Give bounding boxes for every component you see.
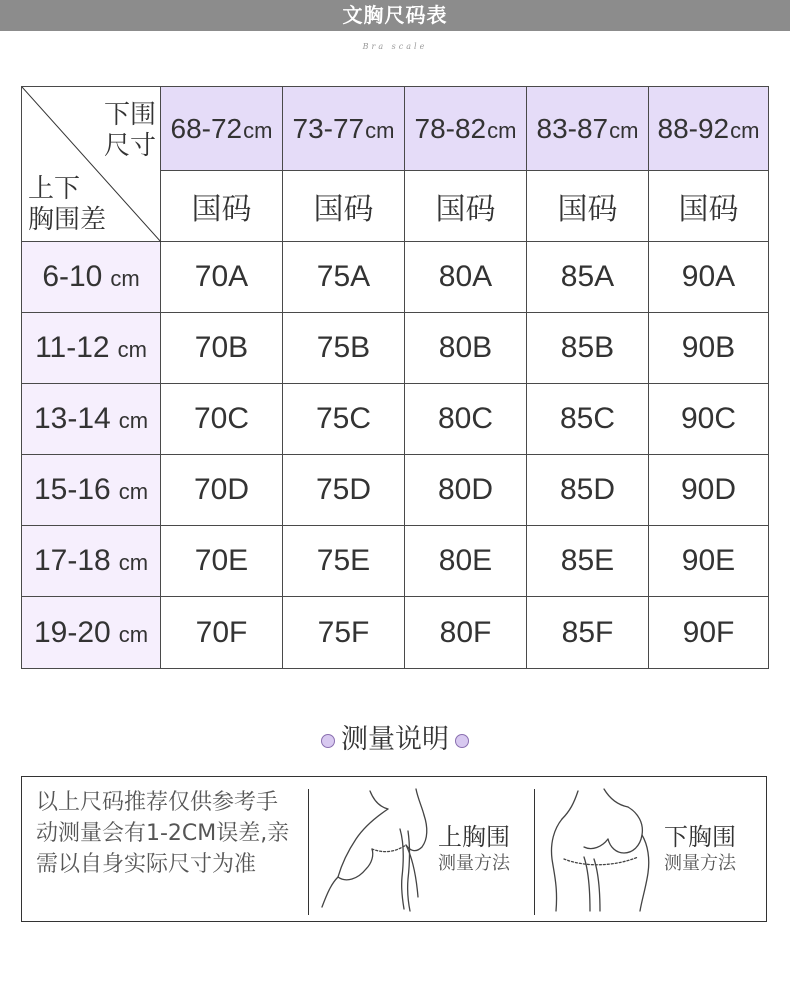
size-cell: 75E xyxy=(283,526,405,597)
underbust-range: 88-92 xyxy=(657,112,730,144)
corner-header-difference xyxy=(28,173,106,235)
bullet-dot-icon xyxy=(321,734,335,748)
underbust-range: 78-82 xyxy=(414,112,487,144)
size-cell: 80D xyxy=(405,455,527,526)
size-cell: 70D xyxy=(161,455,283,526)
unit-label: cm xyxy=(243,117,273,143)
national-size-header: 国码 xyxy=(161,171,283,242)
upper-bust-label xyxy=(438,823,510,877)
underbust-header-cell xyxy=(405,87,527,171)
unit-label: cm xyxy=(487,117,517,143)
size-cell: 80A xyxy=(405,242,527,313)
upper-bust-figure-icon xyxy=(318,787,438,913)
bust-difference-value: 17-18 xyxy=(33,544,111,577)
size-cell: 75C xyxy=(283,384,405,455)
size-cell: 80E xyxy=(405,526,527,597)
size-cell: 75F xyxy=(283,597,405,669)
unit-label: cm xyxy=(609,117,639,143)
size-cell: 75A xyxy=(283,242,405,313)
size-cell: 85D xyxy=(527,455,649,526)
underbust-range: 73-77 xyxy=(292,112,365,144)
bust-difference-value: 19-20 xyxy=(33,615,111,649)
national-size-header: 国码 xyxy=(283,171,405,242)
corner-top-line1: 下围 xyxy=(103,99,156,129)
underbust-header-cell xyxy=(527,87,649,171)
lower-bust-figure-icon xyxy=(544,787,662,913)
measurement-title: 测量说明 xyxy=(341,724,449,755)
size-cell: 85F xyxy=(527,597,649,669)
size-cell: 90F xyxy=(649,597,769,669)
table-row xyxy=(22,526,769,597)
unit-label: cm xyxy=(365,117,395,143)
size-cell: 80C xyxy=(405,384,527,455)
measurement-note: 以上尺码推荐仅供参考手动测量会有1-2CM误差,亲需以自身实际尺寸为准 xyxy=(36,790,290,877)
measurement-heading xyxy=(0,722,790,758)
bust-difference-value: 11-12 xyxy=(35,331,110,364)
size-cell: 90B xyxy=(649,313,769,384)
lower-bust-subtitle: 测量方法 xyxy=(664,853,736,874)
size-cell: 80F xyxy=(405,597,527,669)
size-cell: 85A xyxy=(527,242,649,313)
bust-difference-cell xyxy=(22,455,161,526)
bust-difference-value: 6-10 xyxy=(42,260,103,293)
size-cell: 70A xyxy=(161,242,283,313)
unit-label: cm xyxy=(118,408,149,433)
table-row xyxy=(22,597,769,669)
corner-bottom-line1: 上下 xyxy=(28,173,81,203)
upper-bust-title: 上胸围 xyxy=(438,823,510,851)
size-cell: 75D xyxy=(283,455,405,526)
size-cell: 90A xyxy=(649,242,769,313)
national-size-header: 国码 xyxy=(405,171,527,242)
size-cell: 85E xyxy=(527,526,649,597)
bust-difference-cell xyxy=(22,384,161,455)
bust-difference-cell xyxy=(22,526,161,597)
bust-difference-cell xyxy=(22,313,161,384)
table-row xyxy=(22,455,769,526)
lower-bust-label xyxy=(664,823,736,877)
divider xyxy=(308,789,309,915)
size-cell: 85B xyxy=(527,313,649,384)
page-title: 文胸尺码表 xyxy=(0,0,790,31)
unit-label: cm xyxy=(118,479,149,504)
size-cell: 70C xyxy=(161,384,283,455)
underbust-header-cell xyxy=(649,87,769,171)
bust-difference-cell xyxy=(22,597,161,669)
unit-label: cm xyxy=(118,621,149,647)
national-size-header: 国码 xyxy=(527,171,649,242)
size-cell: 85C xyxy=(527,384,649,455)
underbust-header-cell xyxy=(283,87,405,171)
unit-label: cm xyxy=(110,266,140,291)
size-cell: 80B xyxy=(405,313,527,384)
size-cell: 70F xyxy=(161,597,283,669)
bust-difference-cell xyxy=(22,242,161,313)
size-table xyxy=(21,86,769,669)
underbust-range: 68-72 xyxy=(170,112,243,144)
unit-label: cm xyxy=(118,550,149,575)
bust-difference-value: 13-14 xyxy=(33,402,111,435)
size-cell: 90D xyxy=(649,455,769,526)
measurement-panel xyxy=(21,776,767,922)
page-subtitle: Bra scale xyxy=(362,42,428,51)
size-cell: 90E xyxy=(649,526,769,597)
corner-header-underbust xyxy=(104,99,156,161)
lower-bust-title: 下胸围 xyxy=(664,823,736,851)
unit-label: cm xyxy=(730,117,760,143)
bust-difference-value: 15-16 xyxy=(33,473,111,506)
corner-top-line2: 尺寸 xyxy=(103,130,156,160)
table-row xyxy=(22,313,769,384)
underbust-header-cell xyxy=(161,87,283,171)
underbust-range: 83-87 xyxy=(536,112,609,144)
size-cell: 75B xyxy=(283,313,405,384)
unit-label: cm xyxy=(117,337,147,362)
corner-bottom-line2: 胸围差 xyxy=(28,204,107,234)
table-row xyxy=(22,384,769,455)
table-corner-cell xyxy=(22,87,161,242)
size-cell: 70E xyxy=(161,526,283,597)
size-cell: 70B xyxy=(161,313,283,384)
upper-bust-subtitle: 测量方法 xyxy=(438,853,510,874)
national-size-header: 国码 xyxy=(649,171,769,242)
table-row xyxy=(22,242,769,313)
size-cell: 90C xyxy=(649,384,769,455)
divider xyxy=(534,789,535,915)
bullet-dot-icon xyxy=(455,734,469,748)
